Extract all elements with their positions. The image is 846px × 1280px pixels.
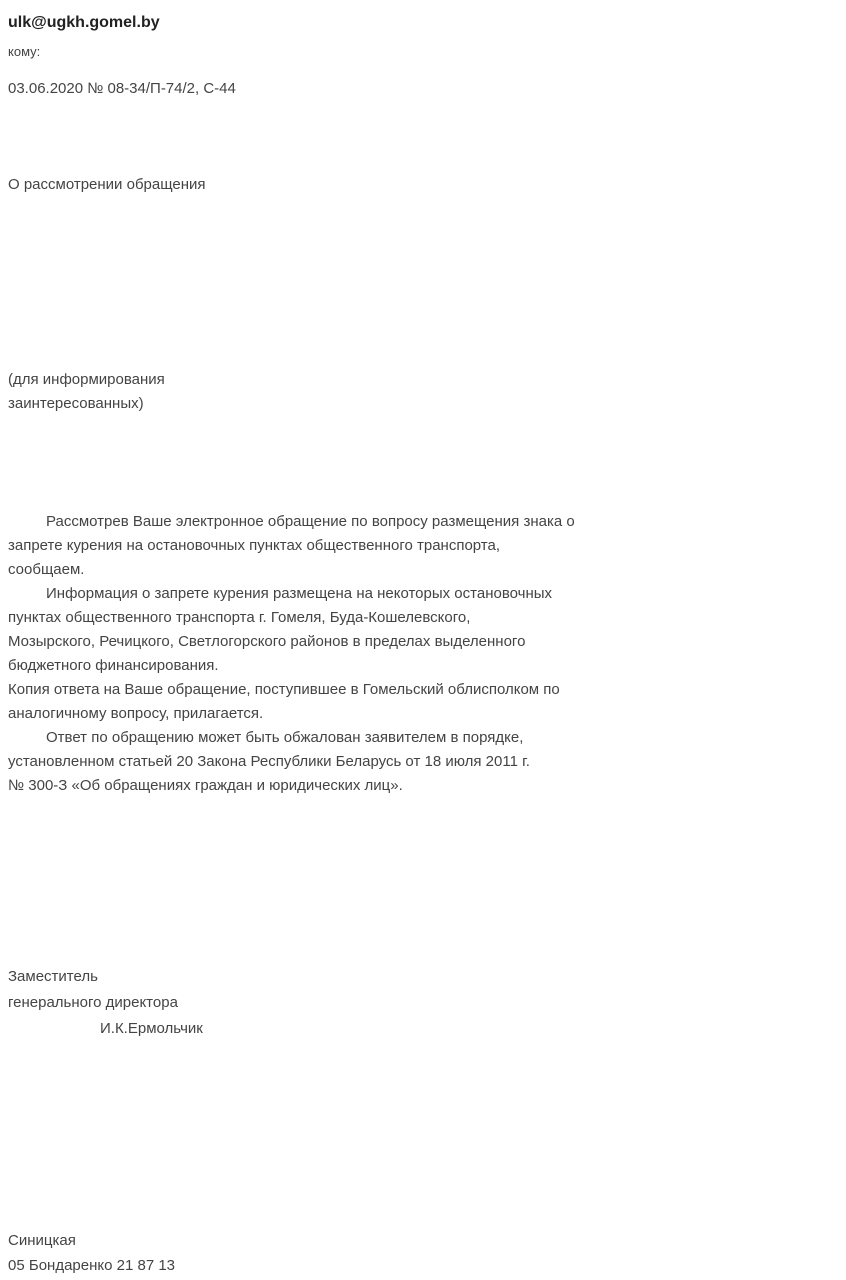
- note-line: (для информирования: [8, 371, 165, 388]
- body-line: Копия ответа на Ваше обращение, поступившее в Гомельский облисполком по: [8, 681, 560, 698]
- executor-block: [8, 1228, 175, 1278]
- signatory-position: Заместитель: [8, 968, 98, 985]
- body-line: Мозырского, Речицкого, Светлогорского районов в пределах выделенного: [8, 633, 526, 650]
- letter-subject: О рассмотрении обращения: [8, 176, 206, 193]
- sender-email: ulk@ugkh.gomel.by: [8, 14, 160, 31]
- body-line: Рассмотрев Ваше электронное обращение по вопросу размещения знака о: [46, 513, 575, 530]
- body-line: аналогичному вопросу, прилагается.: [8, 705, 264, 722]
- body-line: сообщаем.: [8, 561, 85, 578]
- distribution-note: [8, 368, 165, 416]
- executor-phone: 05 Бондаренко 21 87 13: [8, 1257, 176, 1274]
- executor-name: Синицкая: [8, 1232, 76, 1249]
- body-line: Ответ по обращению может быть обжалован заявителем в порядке,: [46, 729, 524, 746]
- body-line: пунктах общественного транспорта г. Гомеля, Буда-Кошелевского,: [8, 609, 471, 626]
- signatory-name: И.К.Ермольчик: [100, 1020, 203, 1037]
- body-line: установленном статьей 20 Закона Республики Беларусь от 18 июля 2011 г.: [8, 753, 530, 770]
- body-line: бюджетного финансирования.: [8, 657, 219, 674]
- signatory-position: генерального директора: [8, 994, 178, 1011]
- signature-block: [8, 964, 203, 1042]
- body-line: Информация о запрете курения размещена на некоторых остановочных: [46, 585, 553, 602]
- body-line: запрете курения на остановочных пунктах общественного транспорта,: [8, 537, 501, 554]
- body-line: № 300-З «Об обращениях граждан и юридических лиц».: [8, 777, 403, 794]
- registration-number: 03.06.2020 № 08-34/П-74/2, С-44: [8, 80, 236, 97]
- letter-body: [8, 510, 575, 798]
- recipient-label: кому:: [8, 44, 41, 59]
- note-line: заинтересованных): [8, 395, 144, 412]
